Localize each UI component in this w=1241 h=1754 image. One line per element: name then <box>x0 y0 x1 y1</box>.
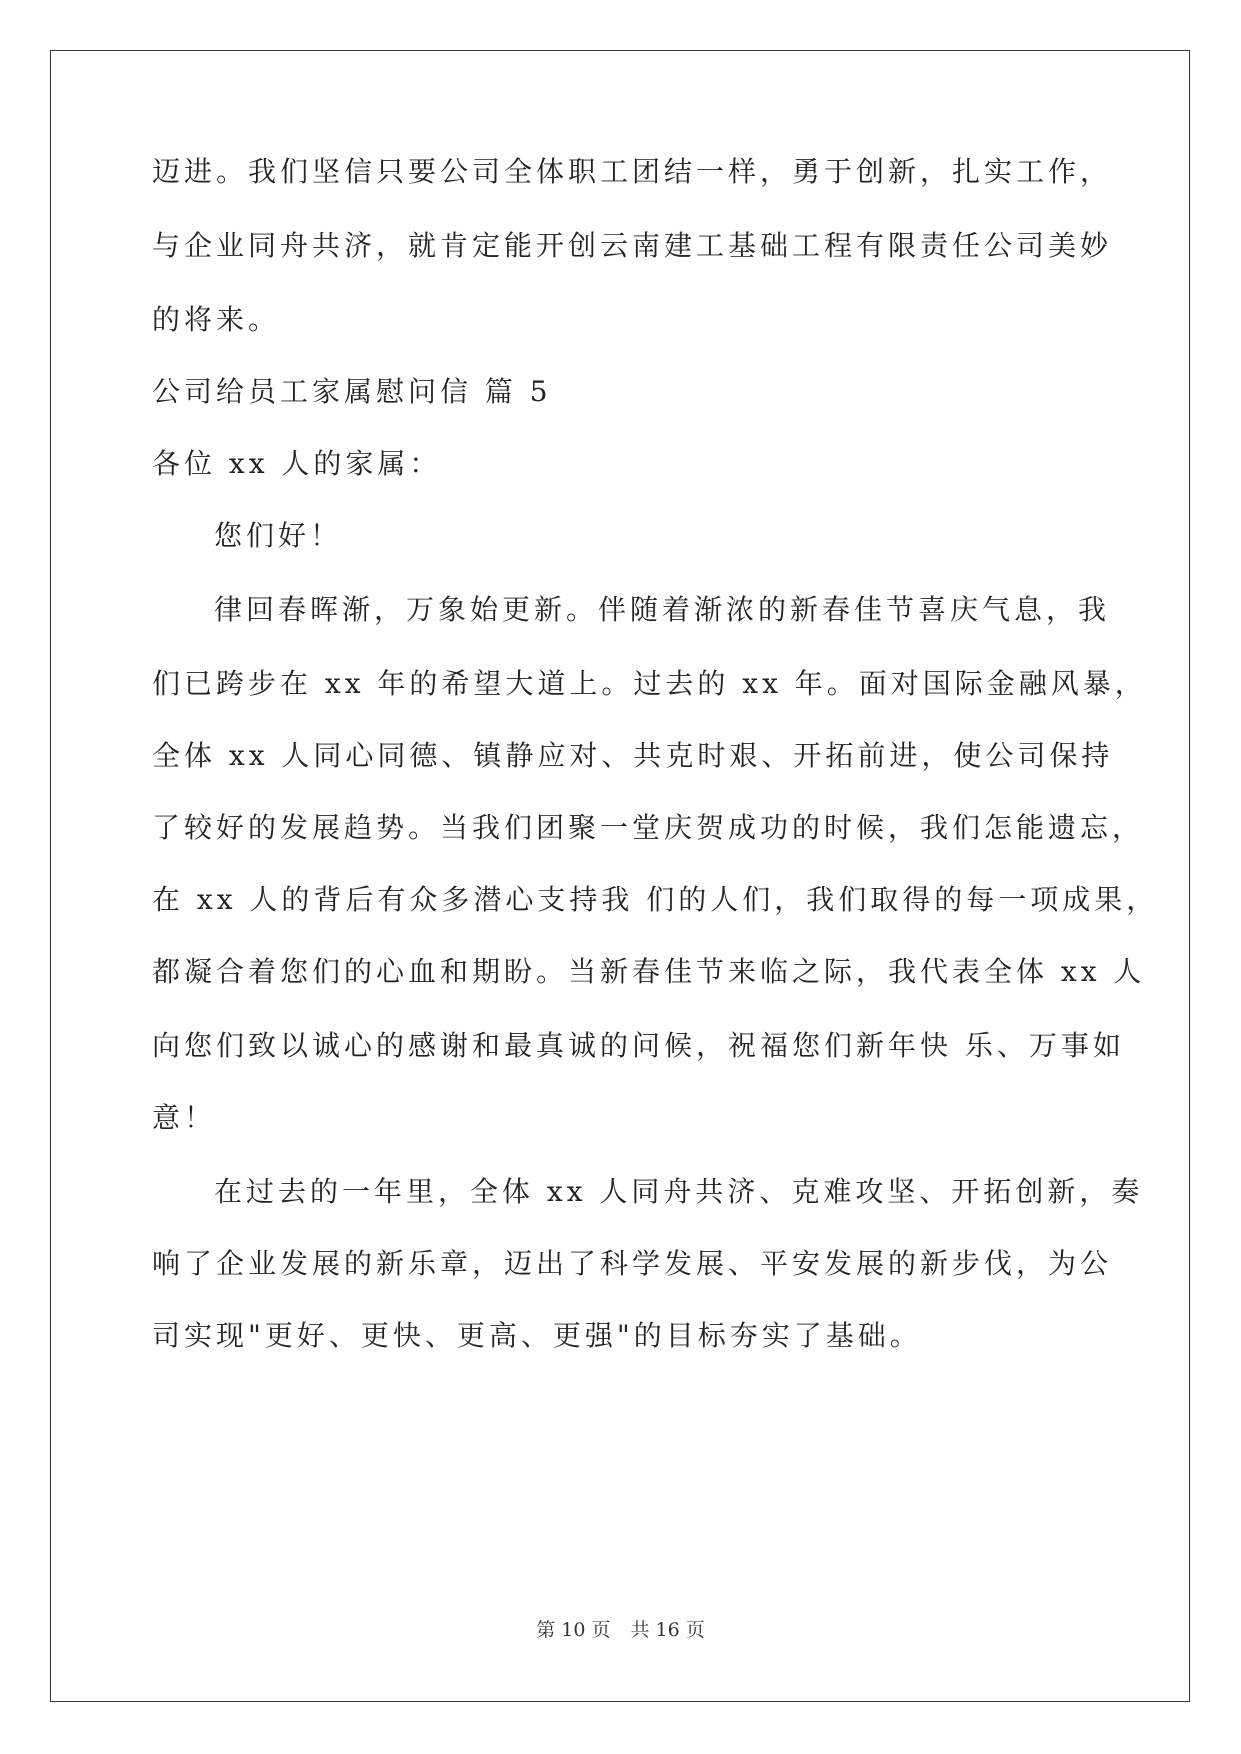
page-border <box>50 50 1190 1702</box>
text-line: 与企业同舟共济，就肯定能开创云南建工基础工程有限责任公司美妙 <box>152 229 1113 262</box>
page-total: 共 16 页 <box>630 1619 705 1641</box>
text-line: 响了企业发展的新乐章，迈出了科学发展、平安发展的新步伐，为公 <box>152 1247 1113 1280</box>
text-line: 全体 xx 人同心同德、镇静应对、共克时艰、开拓前进，使公司保持 <box>152 739 1114 772</box>
section-heading: 公司给员工家属慰问信 篇 5 <box>152 375 552 408</box>
text-line: 都凝合着您们的心血和期盼。当新春佳节来临之际，我代表全体 xx 人 <box>152 955 1146 988</box>
text-line: 律回春晖渐，万象始更新。伴随着渐浓的新春佳节喜庆气息，我 <box>214 593 1111 626</box>
page-number: 第 10 页 <box>536 1619 611 1641</box>
text-line: 了较好的发展趋势。当我们团聚一堂庆贺成功的时候，我们怎能遗忘， <box>152 811 1145 844</box>
greeting: 您们好！ <box>214 519 343 552</box>
text-line: 的将来。 <box>152 303 281 336</box>
salutation: 各位 xx 人的家属： <box>152 447 442 480</box>
text-line: 在 xx 人的背后有众多潜心支持我 们的人们，我们取得的每一项成果， <box>152 883 1159 916</box>
page-footer <box>0 1618 1241 1642</box>
text-line: 在过去的一年里，全体 xx 人同舟共济、克难攻坚、开拓创新，奏 <box>214 1175 1144 1208</box>
text-line: 向您们致以诚心的感谢和最真诚的问候，祝福您们新年快 乐、万事如 <box>152 1029 1125 1062</box>
text-line: 迈进。我们坚信只要公司全体职工团结一样，勇于创新，扎实工作， <box>152 155 1113 188</box>
text-line: 意！ <box>152 1101 217 1134</box>
text-line: 们已跨步在 xx 年的希望大道上。过去的 xx 年。面对国际金融风暴， <box>152 667 1147 700</box>
text-line: 司实现"更好、更快、更高、更强"的目标夯实了基础。 <box>152 1319 922 1352</box>
